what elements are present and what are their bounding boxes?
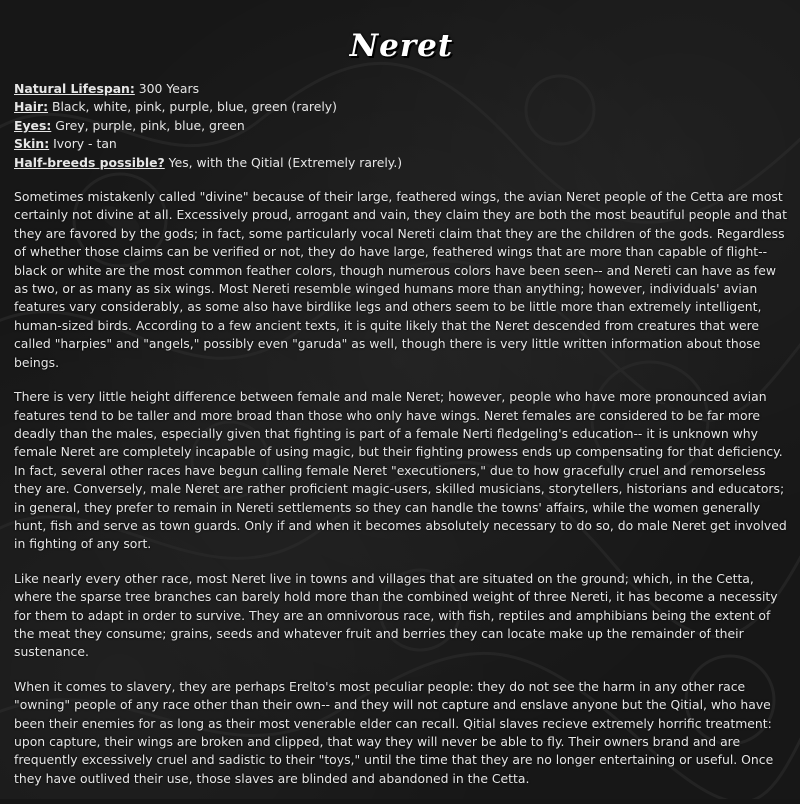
fact-label: Half-breeds possible?	[14, 154, 165, 170]
fact-value: Black, white, pink, purple, blue, green (rarely)	[48, 99, 337, 115]
paragraph-slavery: When it comes to slavery, they are perhaps Erelto's most peculiar people: they do not see the harm in any other race "owning" people of any race other than their own-- and they will not capture and enslave anyone but the Qitial, who have been their enemies for as long as their most venerable elder can recall. Qitial slaves recieve extremely horrific treatment: upon capture, their wings are broken and clipped, that way they will never be able to fly. Their owners brand and are frequently excessively cruel and sadistic to their "toys," until the time that they are no longer entertaining or useful. Once they have outlived their use, those slaves are blinded and abandoned in the Cetta.	[14, 678, 774, 786]
fact-value: 300 Years	[134, 81, 200, 96]
fact-row-skin	[14, 135, 789, 153]
fact-value: Grey, purple, pink, blue, green	[51, 117, 245, 133]
fact-row-half-breeds	[14, 154, 789, 172]
article	[14, 28, 789, 804]
fact-label: Skin:	[14, 136, 50, 152]
paragraph-description: Sometimes mistakenly called "divine" because of their large, feathered wings, the avian Neret people of the Cetta are most certainly not divine at all. Excessively proud, arrogant and vain, they claim they are both the most beautiful people and that they are favored by the gods; in fact, some particularly vocal Nereti claim that they are the children of the gods. Regardless of whether those claims can be verified or not, they do have large, feathered wings that are more than capable of flight-- black or white are the most common feather colors, though numerous colors have been seen-- and Nereti can have as few as two, or as many as six wings. Most Nereti resemble winged humans more than anything; however, individuals' avian features vary considerably, as some also have birdlike legs and others seem to be little more than extremely intelligent, human-sized birds. According to a few ancient texts, it is quite likely that the Neret descended from creatures that were called "harpies" and "angels," possibly even "garuda" as well, though there is very little written information about those beings.	[14, 189, 787, 370]
paragraph-habitat: Like nearly every other race, most Neret live in towns and villages that are situated on the ground; which, in the Cetta, where the sparse tree branches can barely hold more than the combined weight of three Nereti, it has become a necessity for them to adapt in order to survive. They are an omnivorous race, with fish, reptiles and amphibians being the extent of the meat they consume; grains, seeds and whatever fruit and berries they can locate make up the remainder of their sustenance.	[14, 570, 778, 660]
fact-row-eyes	[14, 117, 789, 135]
fact-label: Natural Lifespan:	[14, 81, 135, 96]
fact-label: Hair:	[14, 99, 49, 115]
fact-row-lifespan	[14, 80, 789, 98]
fact-label: Eyes:	[14, 117, 52, 133]
paragraph-gender: There is very little height difference between female and male Neret; however, people who have more pronounced avian features tend to be taller and more broad than those who only have wings. Neret females are considered to be far more deadly than the males, especially given that fighting is part of a female Nerti fledgeling's education-- it is unknown why female Neret are completely incapable of using magic, but their fighting prowess ends up compensating for that deficiency. In fact, several other races have begun calling female Neret "executioners," due to how gracefully cruel and remorseless they are. Conversely, male Neret are rather proficient magic-users, skilled musicians, storytellers, historians and educators; in general, they prefer to remain in Nereti settlements so they can handle the towns' affairs, while the women generally hunt, fish and serve as town guards. Only if and when it becomes absolutely necessary to do so, do male Neret get involved in fighting of any sort.	[14, 389, 787, 552]
page-title: Neret	[349, 28, 454, 64]
fact-list	[14, 80, 789, 172]
fact-row-hair	[14, 98, 789, 116]
fact-value: Yes, with the Qitial (Extremely rarely.)	[164, 154, 403, 170]
fact-value: Ivory - tan	[49, 136, 117, 152]
